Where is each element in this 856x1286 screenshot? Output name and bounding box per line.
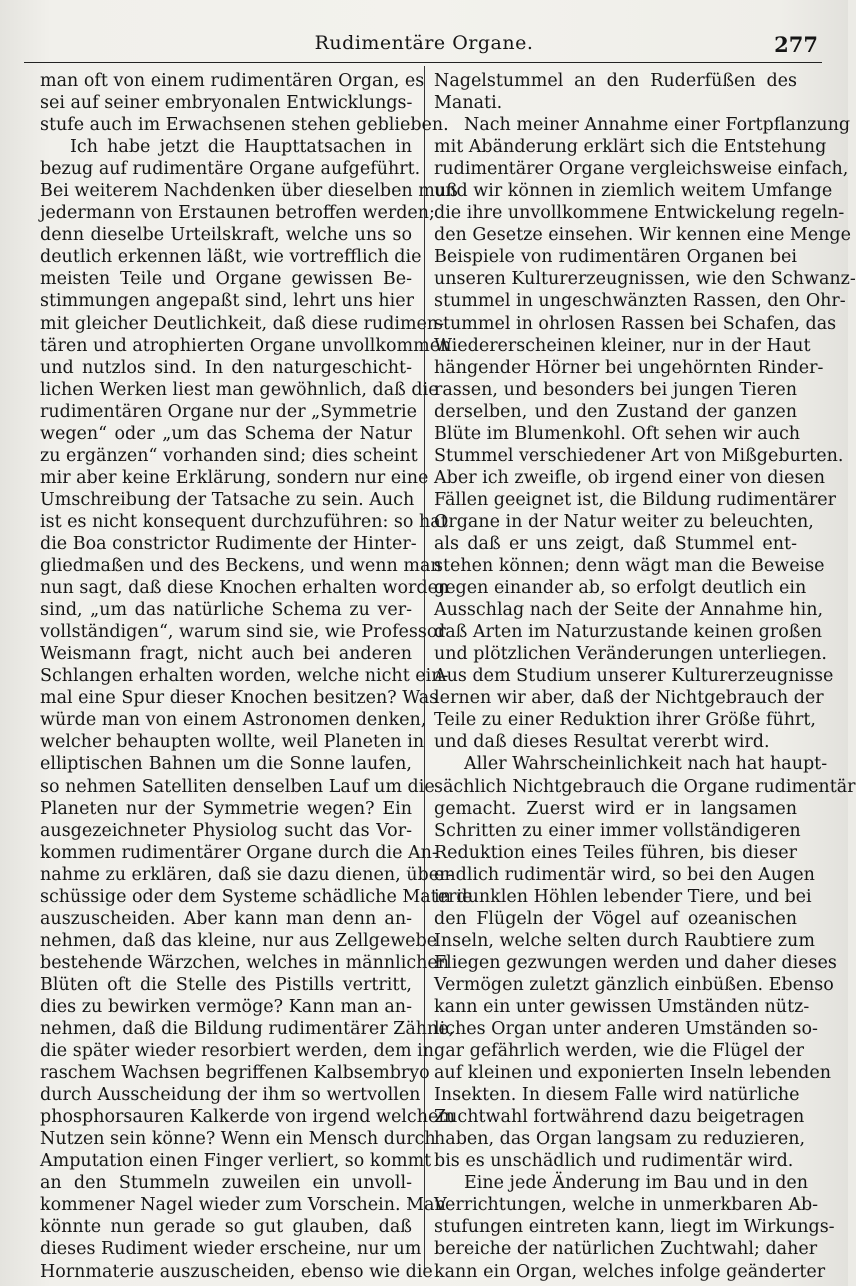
text-line: nun sagt, daß diese Knochen erhalten worden xyxy=(40,578,450,599)
text-line: derselben, und den Zustand der ganzen xyxy=(434,401,797,422)
text-line: Organe in der Natur weiter zu beleuchten, xyxy=(434,511,814,532)
text-line: zu ergänzen“ vorhanden sind; dies scheint xyxy=(40,445,418,466)
text-line: stufe auch im Erwachsenen stehen geblieben. xyxy=(40,115,449,136)
page-number: 277 xyxy=(774,32,818,57)
text-line: Aus dem Studium unserer Kulturerzeugnisse xyxy=(434,666,834,687)
text-line: Manati. xyxy=(434,93,503,114)
text-line: bezug auf rudimentäre Organe aufgeführt. xyxy=(40,159,421,180)
text-line: hängender Hörner bei ungehörnten Rinder- xyxy=(434,357,824,378)
text-line: unseren Kulturerzeugnissen, wie den Schwanz- xyxy=(434,269,856,290)
text-line: würde man von einem Astronomen denken, xyxy=(40,710,427,731)
text-line: nehmen, daß das kleine, nur aus Zellgewebe xyxy=(40,930,438,951)
text-line: tären und atrophierten Organe unvollkommen xyxy=(40,335,452,356)
text-line: wegen“ oder „um das Schema der Natur xyxy=(40,423,412,444)
text-line: Vermögen zuletzt gänzlich einbüßen. Ebenso xyxy=(434,974,834,995)
text-line: und wir können in ziemlich weitem Umfange xyxy=(434,181,833,202)
text-line: bis es unschädlich und rudimentär wird. xyxy=(434,1151,794,1172)
text-line: dies zu bewirken vermöge? Kann man an- xyxy=(40,996,412,1017)
header-rule xyxy=(24,62,822,63)
text-line: sei auf seiner embryonalen Entwicklungs- xyxy=(40,93,413,114)
text-line: nehmen, daß die Bildung rudimentärer Zähne, xyxy=(40,1019,455,1040)
text-line: vollständigen“, warum sind sie, wie Professor xyxy=(40,622,446,643)
text-line: Amputation einen Finger verliert, so kommt xyxy=(40,1151,432,1172)
text-line: stummel in ohrlosen Rassen bei Schafen, das xyxy=(434,313,837,334)
text-line: welcher behaupten wollte, weil Planeten in xyxy=(40,732,425,753)
text-line: mir aber keine Erklärung, sondern nur eine xyxy=(40,467,429,488)
text-line: rudimentären Organe nur der „Symmetrie xyxy=(40,401,418,422)
text-line: endlich rudimentär wird, so bei den Augen xyxy=(434,864,815,885)
text-line: Schlangen erhalten worden, welche nicht ein- xyxy=(40,666,449,687)
text-line: und daß dieses Resultat vererbt wird. xyxy=(434,732,770,753)
text-line: stufungen eintreten kann, liegt im Wirkungs- xyxy=(434,1217,835,1238)
text-line: gegen einander ab, so erfolgt deutlich ein xyxy=(434,578,807,599)
text-line: Nach meiner Annahme einer Fortpflanzung xyxy=(464,115,851,136)
text-line: kann ein unter gewissen Umständen nütz- xyxy=(434,996,810,1017)
text-line: Verrichtungen, welche in unmerkbaren Ab- xyxy=(434,1195,819,1216)
text-line: bereiche der natürlichen Zuchtwahl; daher xyxy=(434,1239,818,1260)
text-line: Hornmaterie auszuscheiden, ebenso wie die xyxy=(40,1261,433,1282)
text-line: in dunklen Höhlen lebender Tiere, und bei xyxy=(434,886,812,907)
text-line: mit Abänderung erklärt sich die Entstehung xyxy=(434,137,827,158)
text-line: gar gefährlich werden, wie die Flügel der xyxy=(434,1041,805,1062)
text-line: deutlich erkennen läßt, wie vortrefflich die xyxy=(40,247,422,268)
text-line: rassen, und besonders bei jungen Tieren xyxy=(434,379,797,400)
text-line: Fällen geeignet ist, die Bildung rudimentärer xyxy=(434,489,836,510)
text-line: die Boa constrictor Rudimente der Hinter- xyxy=(40,533,417,554)
text-line: und nutzlos sind. In den naturgeschicht- xyxy=(40,357,412,378)
text-line: kommen rudimentärer Organe durch die An- xyxy=(40,842,438,863)
text-line: jedermann von Erstaunen betroffen werden; xyxy=(40,203,435,224)
text-line: Inseln, welche selten durch Raubtiere zum xyxy=(434,930,815,951)
text-line: mit gleicher Deutlichkeit, daß diese rudimen- xyxy=(40,313,445,334)
text-line: dieses Rudiment wieder erscheine, nur um xyxy=(40,1239,422,1260)
text-line: Beispiele von rudimentären Organen bei xyxy=(434,247,797,268)
text-line: an den Stummeln zuweilen ein unvoll- xyxy=(40,1173,412,1194)
text-line: Zuchtwahl fortwährend dazu beigetragen xyxy=(434,1107,805,1128)
text-line: Weismann fragt, nicht auch bei anderen xyxy=(40,644,412,665)
text-line: den Flügeln der Vögel auf ozeanischen xyxy=(434,908,797,929)
text-line: phosphorsauren Kalkerde von irgend welchem xyxy=(40,1107,455,1128)
running-title: Rudimentäre Organe. xyxy=(314,32,534,54)
text-line: auszuscheiden. Aber kann man denn an- xyxy=(40,908,412,929)
text-line: man oft von einem rudimentären Organ, es xyxy=(40,71,425,91)
text-line: sächlich Nichtgebrauch die Organe rudimentär xyxy=(434,776,856,797)
text-line: Eine jede Änderung im Bau und in den xyxy=(464,1173,809,1194)
text-line: gliedmaßen und des Beckens, und wenn man xyxy=(40,556,442,577)
text-line: Planeten nur der Symmetrie wegen? Ein xyxy=(40,798,412,819)
text-line: und plötzlichen Veränderungen unterliegen. xyxy=(434,644,827,665)
text-line: liches Organ unter anderen Umständen so- xyxy=(434,1019,818,1040)
text-line: die ihre unvollkommene Entwickelung regeln- xyxy=(434,203,845,224)
text-line: Ich habe jetzt die Haupttatsachen in xyxy=(70,137,412,158)
text-line: Insekten. In diesem Falle wird natürliche xyxy=(434,1085,800,1106)
text-line: Bei weiterem Nachdenken über dieselben muß xyxy=(40,181,458,202)
text-line: Blüte im Blumenkohl. Oft sehen wir auch xyxy=(434,423,801,444)
text-line: könnte nun gerade so gut glauben, daß xyxy=(40,1217,412,1238)
right-column xyxy=(434,70,856,1283)
text-line: Reduktion eines Teiles führen, bis dieser xyxy=(434,842,797,863)
text-line: sind, „um das natürliche Schema zu ver- xyxy=(40,600,412,621)
text-line: gemacht. Zuerst wird er in langsamen xyxy=(434,798,797,819)
text-line: kann ein Organ, welches infolge geänderter xyxy=(434,1261,826,1282)
text-line: als daß er uns zeigt, daß Stummel ent- xyxy=(434,533,797,554)
text-line: die später wieder resorbiert werden, dem in xyxy=(40,1041,435,1062)
text-line: durch Ausscheidung der ihm so wertvollen xyxy=(40,1085,421,1106)
text-line: rudimentärer Organe vergleichsweise einfach, xyxy=(434,159,849,180)
text-line: Ausschlag nach der Seite der Annahme hin, xyxy=(434,600,824,621)
text-line: Nutzen sein könne? Wenn ein Mensch durch xyxy=(40,1129,436,1150)
text-line: Teile zu einer Reduktion ihrer Größe führt, xyxy=(434,710,816,731)
text-line: schüssige oder dem Systeme schädliche Materie xyxy=(40,886,473,907)
text-line: Blüten oft die Stelle des Pistills vertritt, xyxy=(40,974,412,995)
text-line: Fliegen gezwungen werden und daher dieses xyxy=(434,952,837,973)
text-line: lernen wir aber, daß der Nichtgebrauch der xyxy=(434,688,824,709)
text-line: meisten Teile und Organe gewissen Be- xyxy=(40,269,412,290)
text-line: ist es nicht konsequent durchzuführen: so hat xyxy=(40,511,448,532)
text-line: Wiedererscheinen kleiner, nur in der Haut xyxy=(434,335,811,356)
text-line: kommener Nagel wieder zum Vorschein. Man xyxy=(40,1195,446,1216)
text-line: stummel in ungeschwänzten Rassen, den Ohr- xyxy=(434,291,846,312)
text-line: bestehende Wärzchen, welches in männlichen xyxy=(40,952,450,973)
text-line: so nehmen Satelliten denselben Lauf um die xyxy=(40,776,435,797)
text-line: elliptischen Bahnen um die Sonne laufen, xyxy=(40,754,412,775)
text-line: stehen können; denn wägt man die Beweise xyxy=(434,556,825,577)
text-line: mal eine Spur dieser Knochen besitzen? Was xyxy=(40,688,439,709)
text-line: raschem Wachsen begriffenen Kalbsembryo xyxy=(40,1063,430,1084)
text-line: auf kleinen und exponierten Inseln lebenden xyxy=(434,1063,832,1084)
text-line: haben, das Organ langsam zu reduzieren, xyxy=(434,1129,806,1150)
text-line: Nagelstummel an den Ruderfüßen des xyxy=(434,71,797,91)
text-line: daß Arten im Naturzustande keinen großen xyxy=(434,622,823,643)
text-line: denn dieselbe Urteilskraft, welche uns so xyxy=(40,225,412,246)
text-line: Schritten zu einer immer vollständigeren xyxy=(434,820,801,841)
text-line: Aller Wahrscheinlichkeit nach hat haupt- xyxy=(464,754,828,775)
text-line: Stummel verschiedener Art von Mißgeburten. xyxy=(434,445,844,466)
text-line: den Gesetze einsehen. Wir kennen eine Menge xyxy=(434,225,851,246)
text-line: Umschreibung der Tatsache zu sein. Auch xyxy=(40,489,415,510)
text-line: stimmungen angepaßt sind, lehrt uns hier xyxy=(40,291,414,312)
running-header xyxy=(24,28,824,62)
text-line: lichen Werken liest man gewöhnlich, daß die xyxy=(40,379,439,400)
text-line: nahme zu erklären, daß sie dazu dienen, über- xyxy=(40,864,454,885)
text-line: ausgezeichneter Physiolog sucht das Vor- xyxy=(40,820,412,841)
text-line: Aber ich zweifle, ob irgend einer von diesen xyxy=(434,467,826,488)
